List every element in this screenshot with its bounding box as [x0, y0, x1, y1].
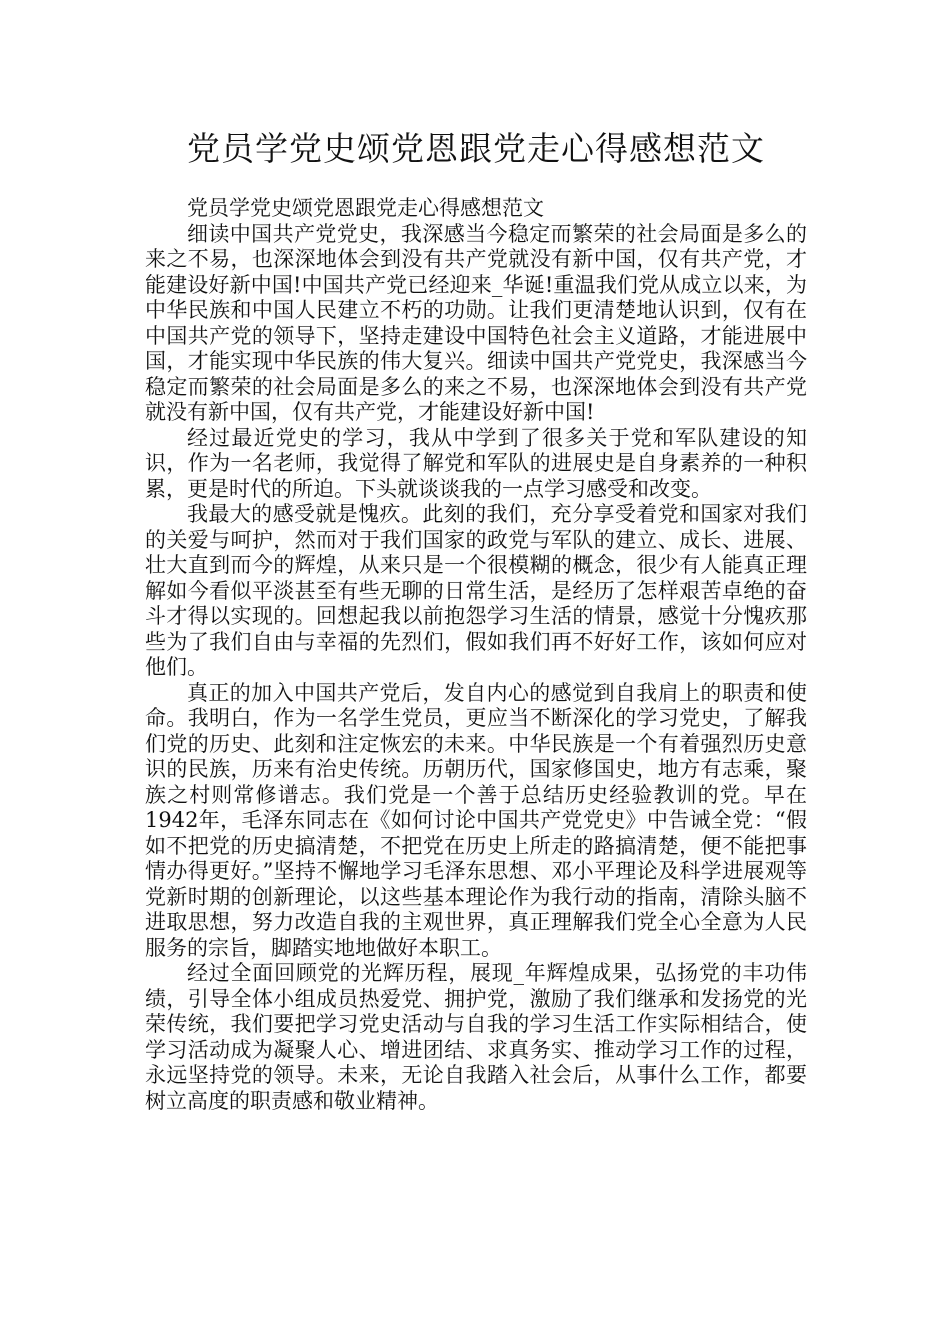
paragraph-4: 真正的加入中国共产党后，发自内心的感觉到自我肩上的职责和使命。我明白，作为一名学生党员，更应当不断深化的学习党史，了解我们党的历史、此刻和注定恢宏的未来。中华民族是一个有着强烈历史意识的民族，历来有治史传统。历朝历代，国家修国史，地方有志乘，聚族之村则常修谱志。我们党是一个善于总结历史经验教训的党。早在1942年，毛泽东同志在《如何讨论中国共产党党史》中告诫全党：“假如不把党的历史搞清楚，不把党在历史上所走的路搞清楚，便不能把事情办得更好。”坚持不懈地学习毛泽东思想、邓小平理论及科学进展观等党新时期的创新理论，以这些基本理论作为我行动的指南，清除头脑不进取思想，努力改造自我的主观世界，真正理解我们党全心全意为人民服务的宗旨，脚踏实地地做好本职工。	[145, 680, 807, 960]
paragraph-2: 经过最近党史的学习，我从中学到了很多关于党和军队建设的知识，作为一名老师，我觉得了解党和军队的进展史是自身素养的一种积累，更是时代的所迫。下头就谈谈我的一点学习感受和改变。	[145, 425, 807, 501]
paragraph-3: 我最大的感受就是愧疚。此刻的我们，充分享受着党和国家对我们的关爱与呵护，然而对于我们国家的政党与军队的建立、成长、进展、壮大直到而今的辉煌，从来只是一个很模糊的概念，很少有人能真正理解如今看似平淡甚至有些无聊的日常生活，是经历了怎样艰苦卓绝的奋斗才得以实现的。回想起我以前抱怨学习生活的情景，感觉十分愧疚那些为了我们自由与幸福的先烈们，假如我们再不好好工作，该如何应对他们。	[145, 502, 807, 679]
document-subtitle: 党员学党史颂党恩跟党走心得感想范文	[187, 196, 544, 220]
paragraph-1: 细读中国共产党党史，我深感当今稳定而繁荣的社会局面是多么的来之不易，也深深地体会到没有共产党就没有新中国，仅有共产党，才能建设好新中国!中国共产党已经迎来_华诞!重温我们党从成立以来，为中华民族和中国人民建立不朽的功勋。让我们更清楚地认识到，仅有在中国共产党的领导下，坚持走建设中国特色社会主义道路，才能进展中国，才能实现中华民族的伟大复兴。细读中国共产党党史，我深感当今稳定而繁荣的社会局面是多么的来之不易，也深深地体会到没有共产党就没有新中国，仅有共产党，才能建设好新中国!	[145, 221, 807, 424]
document-title: 党员学党史颂党恩跟党走心得感想范文	[187, 129, 765, 168]
document-page	[145, 126, 807, 1114]
paragraph-5: 经过全面回顾党的光辉历程，展现_年辉煌成果，弘扬党的丰功伟绩，引导全体小组成员热爱党、拥护党，激励了我们继承和发扬党的光荣传统，我们要把学习党史活动与自我的学习生活工作实际相结合，使学习活动成为凝聚人心、增进团结、求真务实、推动学习工作的过程，永远坚持党的领导。未来，无论自我踏入社会后，从事什么工作，都要树立高度的职责感和敬业精神。	[145, 961, 807, 1113]
